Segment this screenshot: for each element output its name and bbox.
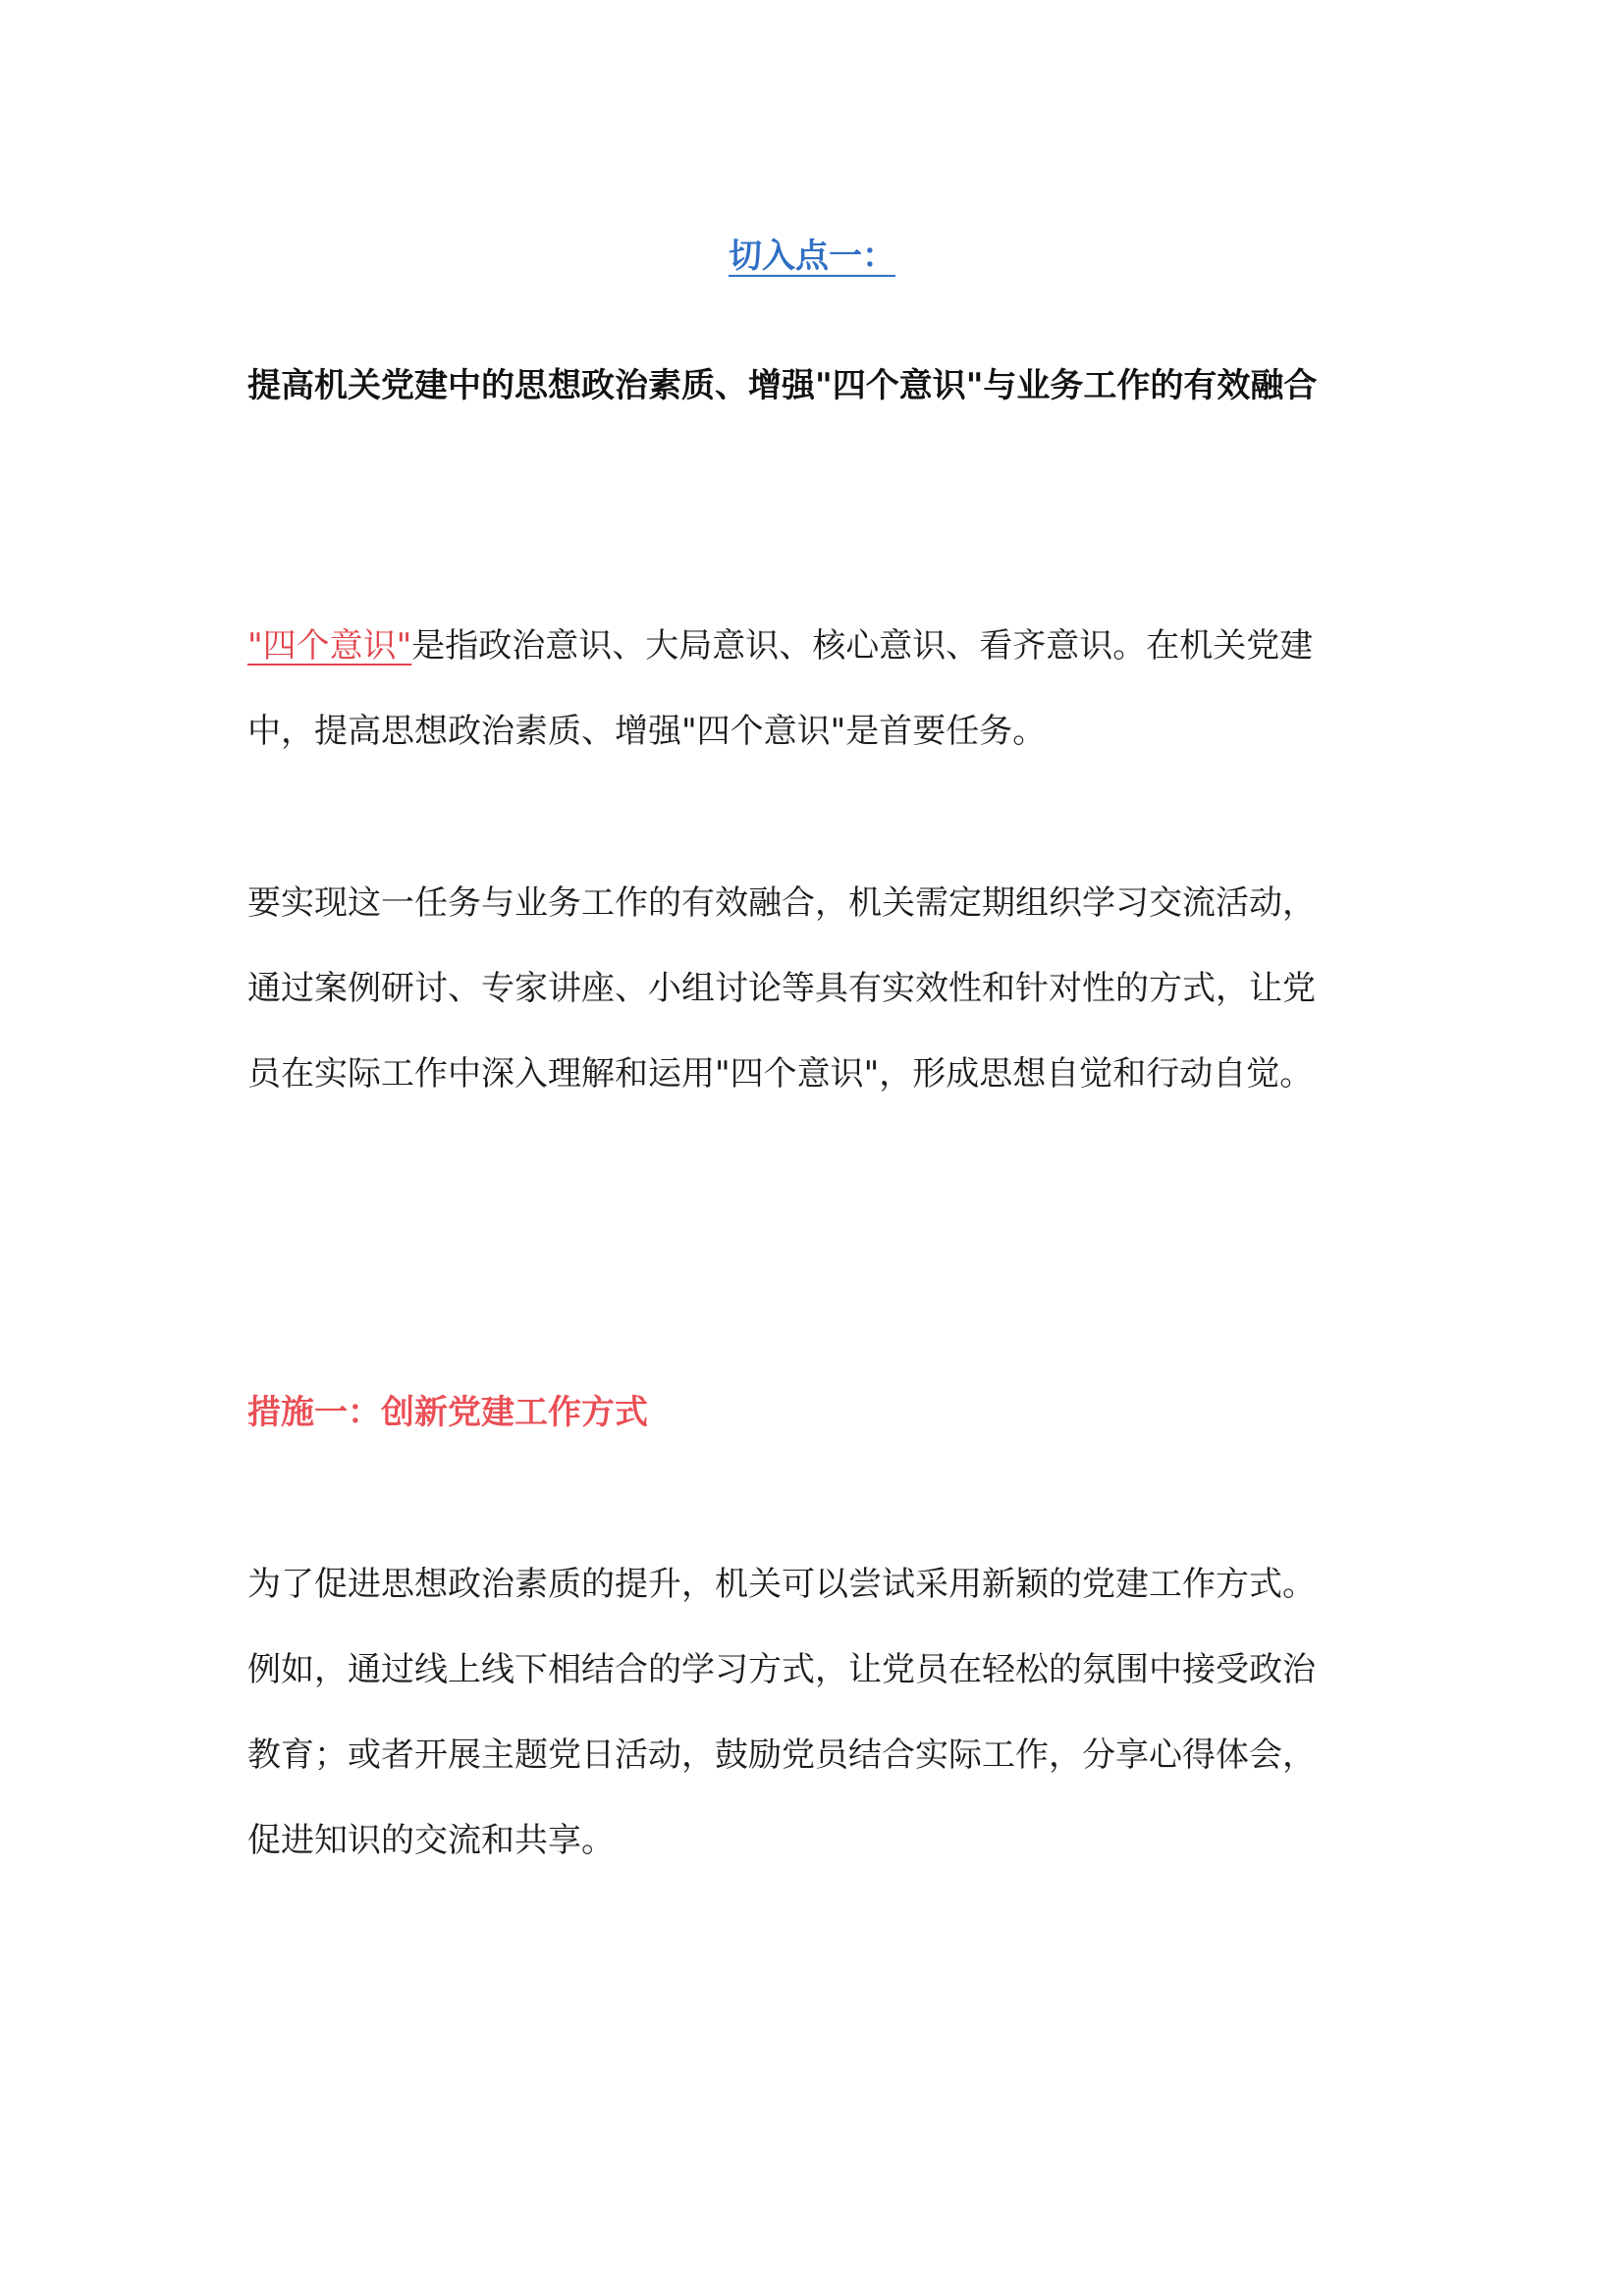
paragraph-line: 教育；或者开展主题党日活动，鼓励党员结合实际工作，分享心得体会， [247, 1735, 1316, 1775]
four-awareness-link[interactable]: "四个意识" [247, 626, 412, 666]
paragraph-line: 中，提高思想政治素质、增强"四个意识"是首要任务。 [247, 712, 1047, 751]
integration-paragraph [247, 861, 1386, 1117]
paragraph-line: 员在实际工作中深入理解和运用"四个意识"，形成思想自觉和行动自觉。 [247, 1054, 1314, 1094]
paragraph-line: 为了促进思想政治素质的提升，机关可以尝试采用新颖的党建工作方式。 [247, 1565, 1316, 1604]
measure-heading: 措施一：创新党建工作方式 [247, 1393, 648, 1432]
paragraph-line: 例如，通过线上线下相结合的学习方式，让党员在轻松的氛围中接受政治 [247, 1650, 1316, 1689]
paragraph-line: 通过案例研讨、专家讲座、小组讨论等具有实效性和针对性的方式，让党 [247, 969, 1316, 1008]
measure-paragraph [247, 1542, 1386, 1884]
paragraph-line: 促进知识的交流和共享。 [247, 1821, 615, 1860]
intro-paragraph [247, 604, 1386, 774]
paragraph-line: 要实现这一任务与业务工作的有效融合，机关需定期组织学习交流活动， [247, 883, 1316, 923]
section-heading[interactable]: 切入点一： [729, 237, 895, 276]
paragraph-line-text: 是指政治意识、大局意识、核心意识、看齐意识。在机关党建 [411, 626, 1314, 666]
paragraph-line [247, 604, 1386, 689]
section-subtitle: 提高机关党建中的思想政治素质、增强"四个意识"与业务工作的有效融合 [247, 366, 1318, 405]
